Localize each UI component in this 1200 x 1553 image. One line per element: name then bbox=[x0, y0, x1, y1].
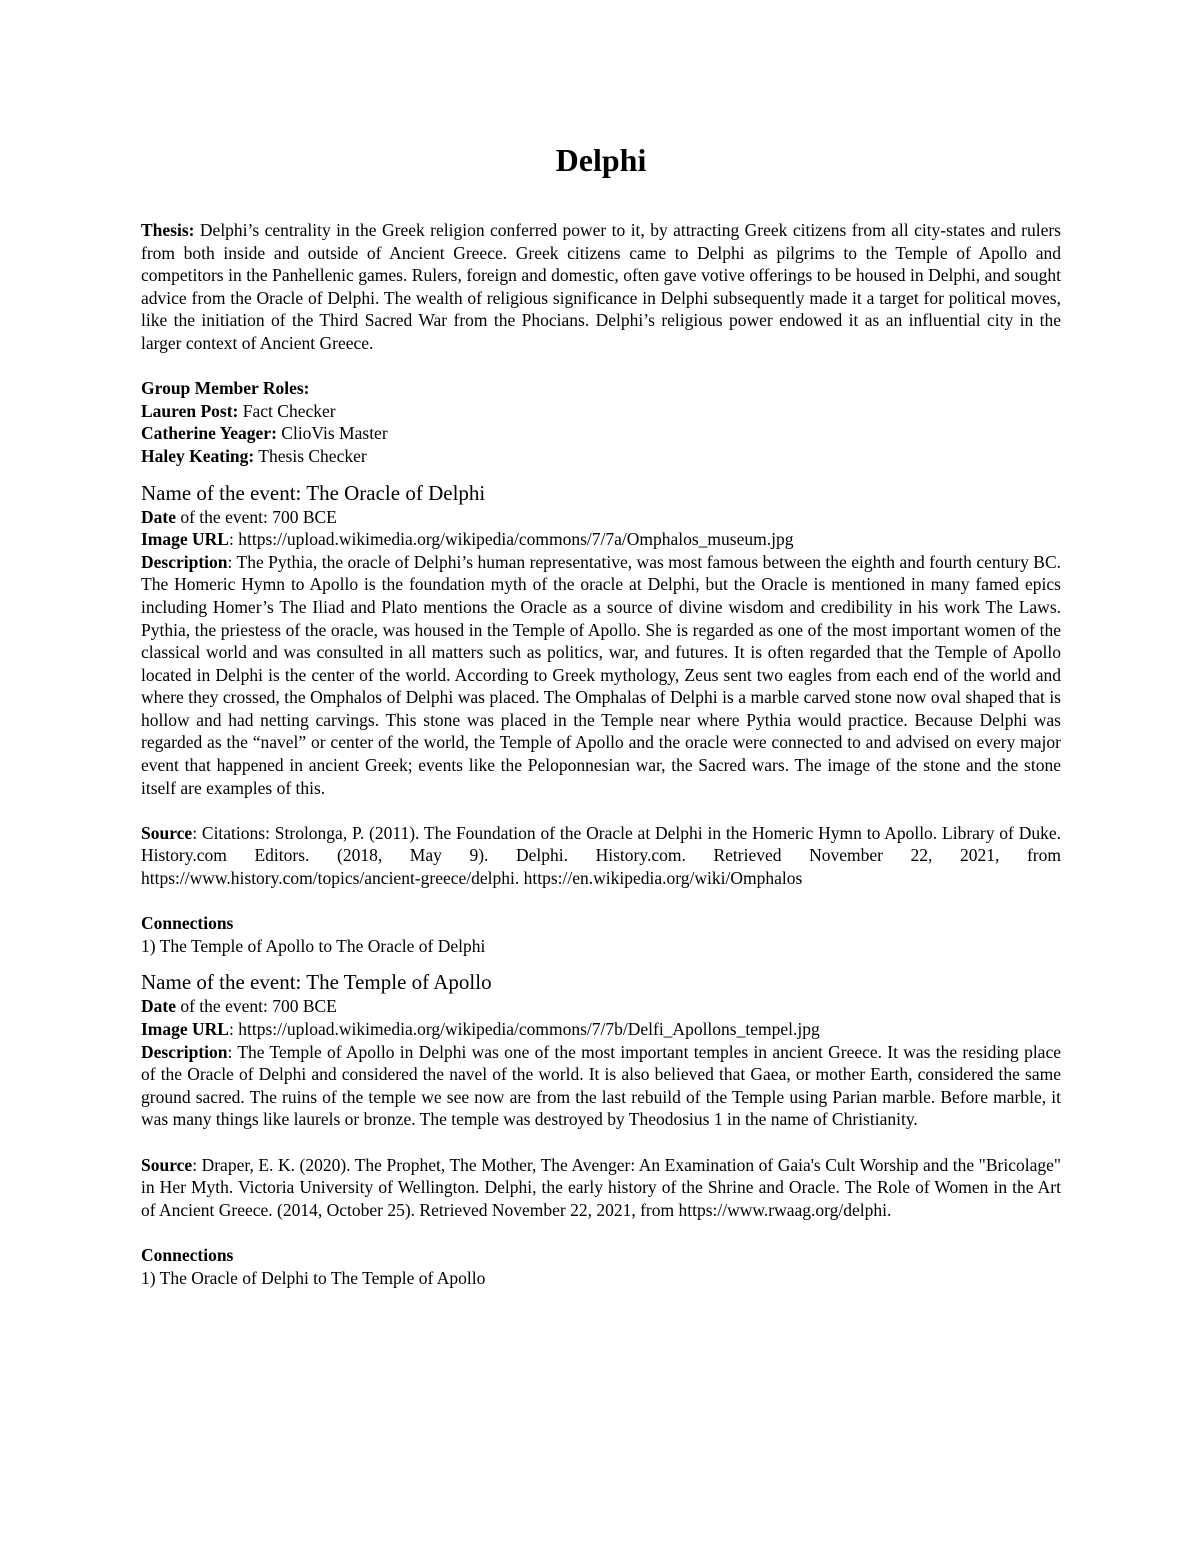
event-name-text: of the event: The Temple of Apollo bbox=[191, 970, 492, 995]
spacer bbox=[141, 355, 1061, 378]
event-description-label: Description bbox=[141, 551, 228, 572]
event-date-label: Date bbox=[141, 996, 176, 1017]
member-name: Haley Keating: bbox=[141, 445, 255, 466]
member-name: Lauren Post: bbox=[141, 400, 239, 421]
spacer bbox=[141, 890, 1061, 913]
event-date bbox=[141, 506, 1061, 529]
event-source bbox=[141, 1154, 1061, 1222]
event-description bbox=[141, 551, 1061, 800]
event-description-text: : The Pythia, the oracle of Delphi’s human representative, was most famous between the eighth and fourth century BC. The Homeric Hymn to Apollo is the foundation myth of the oracle at Delphi, but the Oracle is mentioned in many famed epics including Homer’s The Iliad and Plato mentions the Oracle as a source of divine wisdom and credibility in his work The Laws. Pythia, the priestess of the oracle, was housed in the Temple of Apollo. She is regarded as one of the most important women of the classical world and was consulted in all matters such as politics, war, and futures. It is often regarded that the Temple of Apollo located in Delphi is the center of the world. According to Greek mythology, Zeus sent two eagles from each end of the world and where they crossed, the Omphalos of Delphi was placed. The Omphalas of Delphi is a marble carved stone now oval shaped that is hollow and had netting carvings. This stone was placed in the Temple near where Pythia would practice. Because Delphi was regarded as the “navel” or center of the world, the Temple of Apollo and the oracle were connected to and advised on every major event that happened in ancient Greek; events like the Peloponnesian war, the Sacred wars. The image of the stone and the stone itself are examples of this. bbox=[141, 551, 1061, 798]
event-date-label: Date bbox=[141, 506, 176, 527]
role-line bbox=[141, 445, 1061, 468]
event-description bbox=[141, 1041, 1061, 1131]
event-source-text: : Citations: Strolonga, P. (2011). The Foundation of the Oracle at Delphi in the Homeric Hymn to Apollo. Library of Duke. History.com Editors. (2018, May 9). Delphi. History.com. Retrieved November 22, 2021, from https://www.history.com/topics/ancient-greece/delphi. https://en.wikipedia.org/wiki/Omphalos bbox=[141, 822, 1061, 889]
spacer bbox=[141, 799, 1061, 822]
member-role: Fact Checker bbox=[238, 400, 336, 421]
role-line bbox=[141, 422, 1061, 445]
event-section-temple bbox=[141, 969, 1061, 1289]
event-image-text: : https://upload.wikimedia.org/wikipedia/commons/7/7b/Delfi_Apollons_tempel.jpg bbox=[228, 1019, 820, 1039]
member-name: Catherine Yeager: bbox=[141, 423, 277, 444]
event-date-text: of the event: 700 BCE bbox=[175, 996, 337, 1017]
event-description-text: : The Temple of Apollo in Delphi was one of the most important temples in ancient Greece. It was the residing place of the Oracle of Delphi and considered the navel of the world. It is also believed that Gaea, or mother Earth, considered the same ground sacred. The ruins of the temple we see now are from the last rebuild of the Temple using Parian marble. Before marble, it was many things like laurels or bronze. The temple was destroyed by Theodosius 1 in the name of Christianity. bbox=[141, 1041, 1061, 1130]
spacer bbox=[141, 1131, 1061, 1154]
member-role: Thesis Checker bbox=[254, 445, 367, 466]
thesis-label: Thesis: bbox=[141, 220, 195, 240]
event-name-label: Name bbox=[141, 970, 192, 995]
event-image-url bbox=[141, 1018, 1061, 1041]
connection-item: 1) The Oracle of Delphi to The Temple of Apollo bbox=[141, 1267, 486, 1288]
event-name-text: of the event: The Oracle of Delphi bbox=[191, 480, 486, 505]
document-title: Delphi bbox=[555, 142, 647, 178]
event-source-label: Source bbox=[141, 1154, 193, 1175]
spacer bbox=[141, 957, 1061, 969]
connections-heading: Connections bbox=[141, 1244, 234, 1265]
event-source-text: : Draper, E. K. (2020). The Prophet, The Mother, The Avenger: An Examination of Gaia's Cult Worship and the "Bricolage" in Her Myth. Victoria University of Wellington. Delphi, the early history of the Shrine and Oracle. The Role of Women in the Art of Ancient Greece. (2014, October 25). Retrieved November 22, 2021, from https://www.rwaag.org/delphi. bbox=[141, 1154, 1061, 1220]
event-source-label: Source bbox=[141, 822, 193, 843]
thesis-text: Delphi’s centrality in the Greek religion conferred power to it, by attracting Greek citizens from all city-states and rulers from both inside and outside of Ancient Greece. Greek citizens came to Delphi as pilgrims to the Temple of Apollo and competitors in the Panhellenic games. Rulers, foreign and domestic, often gave votive offerings to be housed in Delphi, and sought advice from the Oracle of Delphi. The wealth of religious significance in Delphi subsequently made it a target for political moves, like the initiation of the Third Sacred War from the Phocians. Delphi’s religious power endowed it as an influential city in the larger context of Ancient Greece. bbox=[141, 220, 1061, 353]
thesis-paragraph bbox=[141, 219, 1061, 355]
connections-heading: Connections bbox=[141, 913, 234, 934]
event-image-url bbox=[141, 528, 1061, 551]
event-date-text: of the event: 700 BCE bbox=[175, 506, 337, 527]
event-heading bbox=[141, 480, 1061, 506]
event-heading bbox=[141, 969, 1061, 995]
spacer bbox=[141, 468, 1061, 480]
role-line bbox=[141, 400, 1061, 423]
event-source bbox=[141, 822, 1061, 890]
event-image-label: Image URL bbox=[141, 529, 229, 550]
event-date bbox=[141, 995, 1061, 1018]
document-page bbox=[141, 140, 1061, 1289]
event-image-text: : https://upload.wikimedia.org/wikipedia/commons/7/7a/Omphalos_museum.jpg bbox=[228, 529, 794, 550]
event-section-oracle bbox=[141, 480, 1061, 958]
roles-heading: Group Member Roles: bbox=[141, 378, 310, 399]
event-image-label: Image URL bbox=[141, 1019, 229, 1039]
spacer bbox=[141, 1221, 1061, 1244]
connection-item: 1) The Temple of Apollo to The Oracle of Delphi bbox=[141, 935, 486, 956]
event-name-label: Name bbox=[141, 480, 192, 505]
member-role: ClioVis Master bbox=[276, 423, 388, 444]
event-description-label: Description bbox=[141, 1041, 228, 1062]
